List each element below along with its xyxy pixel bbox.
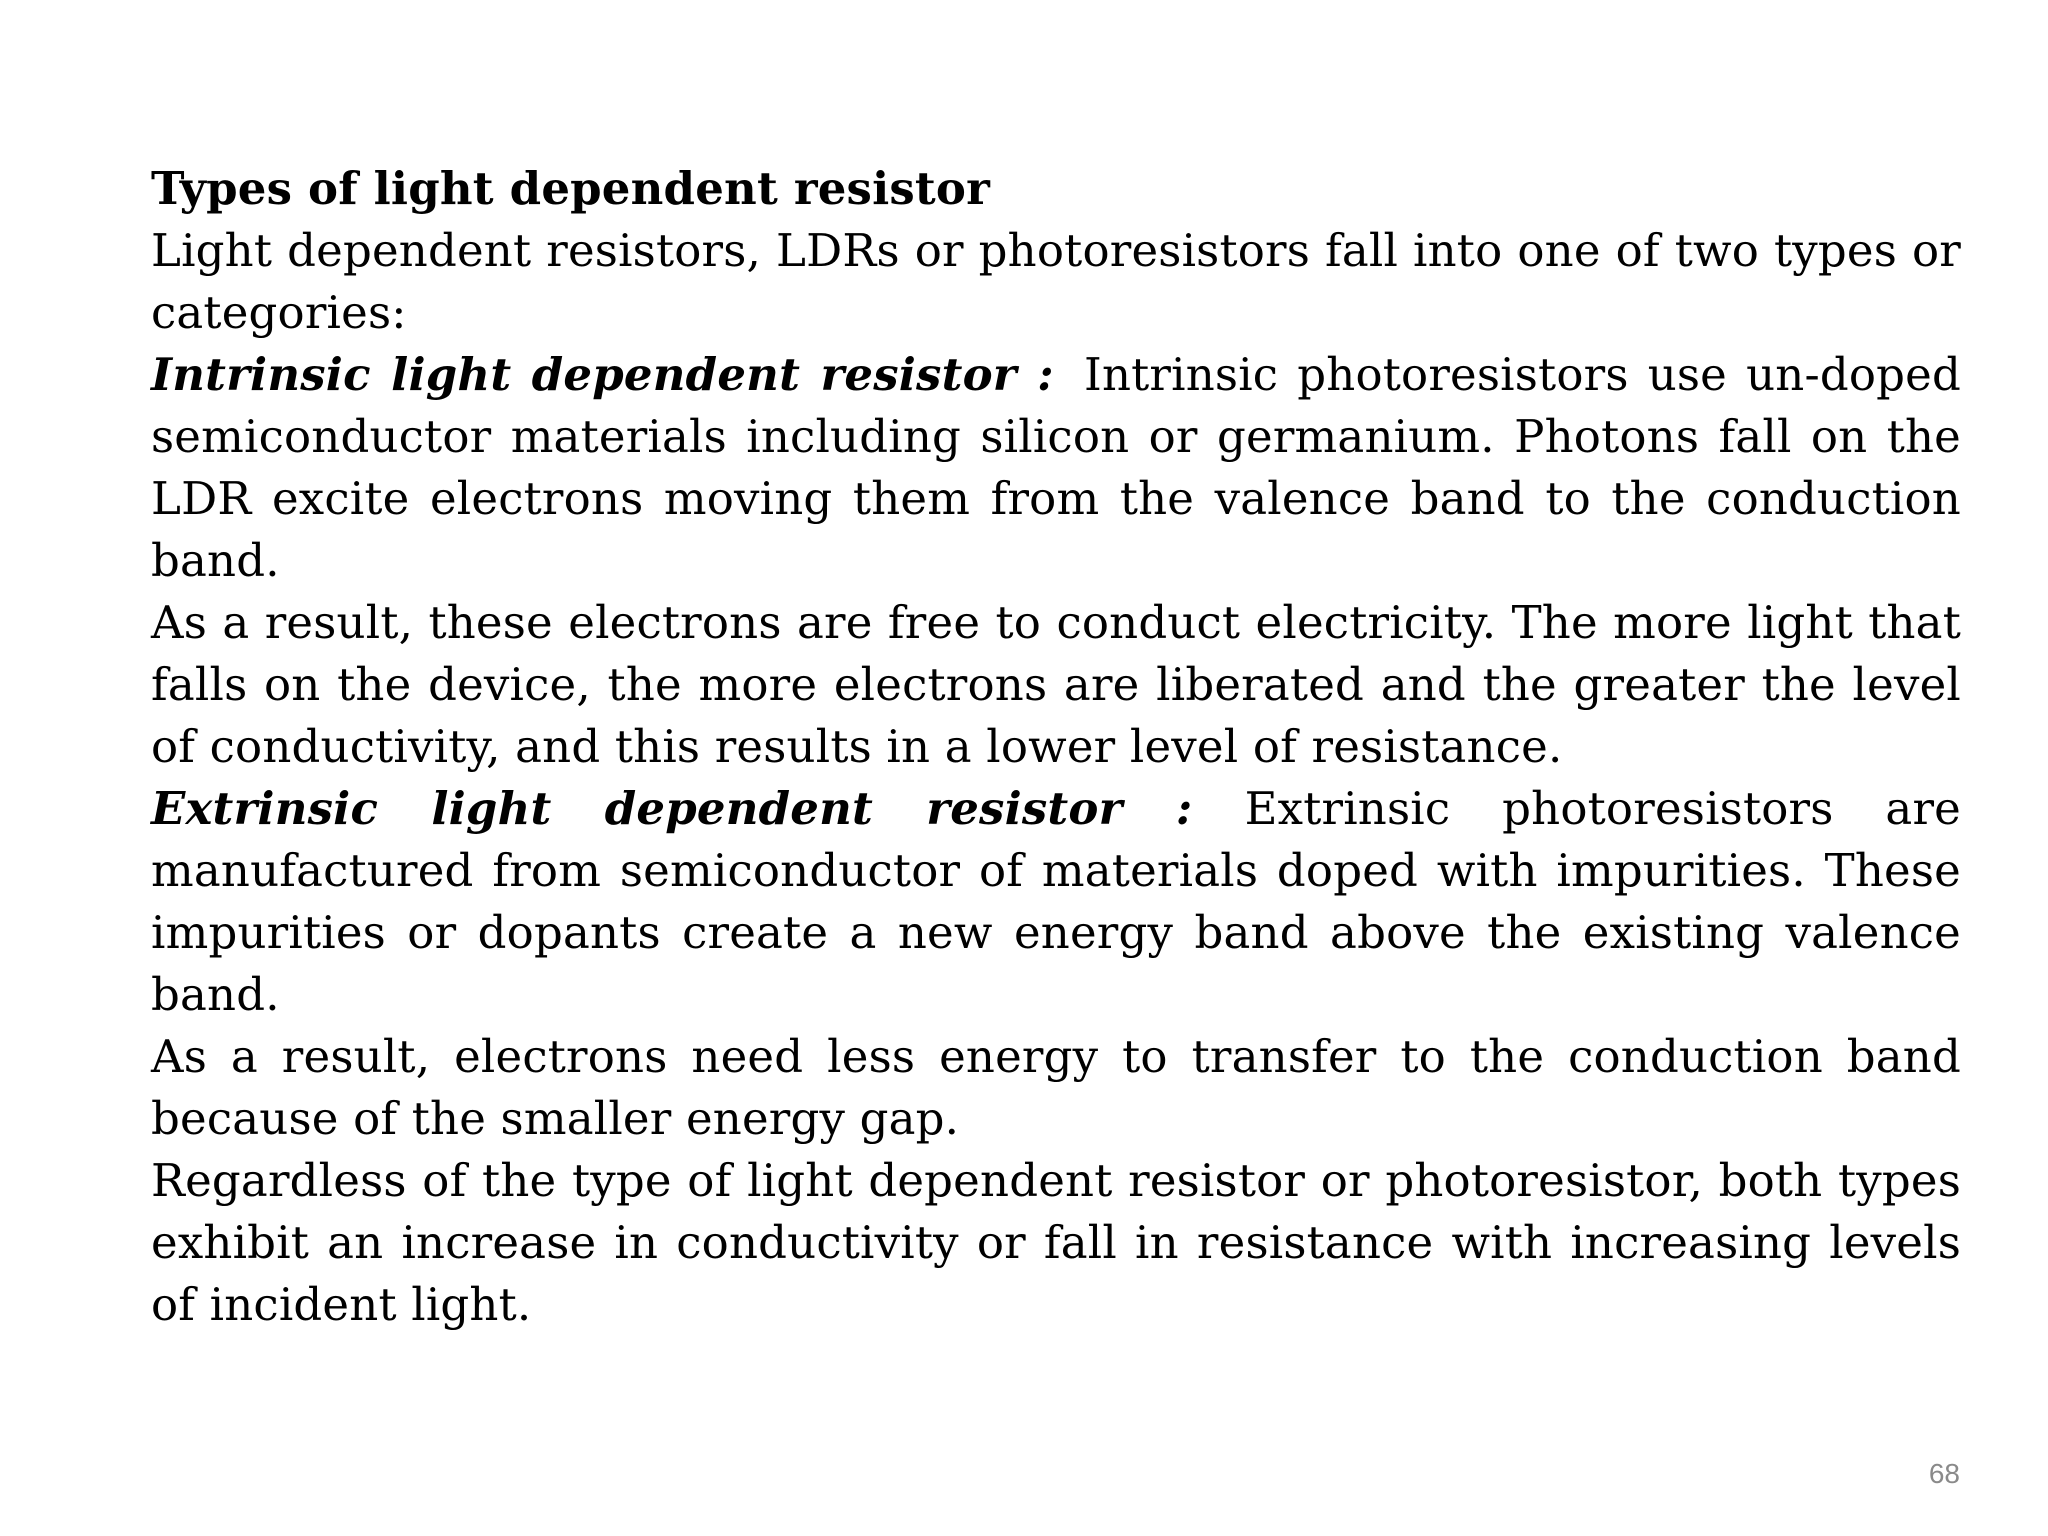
extrinsic-text: Extrinsic photoresistors are manufactured from semiconductor of materials doped with impurities. These impurities or dopants create a new energy band above the existing valence band. bbox=[151, 782, 1961, 1021]
extrinsic-term: Extrinsic light dependent resistor : bbox=[151, 782, 1193, 835]
intrinsic-result-paragraph: As a result, these electrons are free to conduct electricity. The more light that falls on the device, the more electrons are liberated and the greater the level of conductivity, and this results in a lower level of resistance. bbox=[151, 596, 1961, 773]
conclusion-paragraph: Regardless of the type of light dependent resistor or photoresistor, both types exhibit an increase in conductivity or fall in resistance with increasing levels of incident light. bbox=[151, 1154, 1961, 1331]
slide-heading: Types of light dependent resistor bbox=[151, 162, 991, 215]
page-number: 68 bbox=[1928, 1458, 1960, 1489]
intrinsic-term: Intrinsic light dependent resistor : bbox=[151, 348, 1054, 401]
extrinsic-result-paragraph: As a result, electrons need less energy to transfer to the conduction band because of the smaller energy gap. bbox=[151, 1030, 1961, 1145]
intrinsic-paragraph bbox=[151, 344, 1961, 592]
intro-paragraph: Light dependent resistors, LDRs or photoresistors fall into one of two types or categories: bbox=[151, 224, 1961, 339]
extrinsic-paragraph bbox=[151, 778, 1961, 1026]
intrinsic-text: Intrinsic photoresistors use un-doped semiconductor materials including silicon or germanium. Photons fall on the LDR excite electrons moving them from the valence band to the conduction band. bbox=[151, 348, 1961, 587]
slide-content bbox=[151, 158, 1961, 1336]
